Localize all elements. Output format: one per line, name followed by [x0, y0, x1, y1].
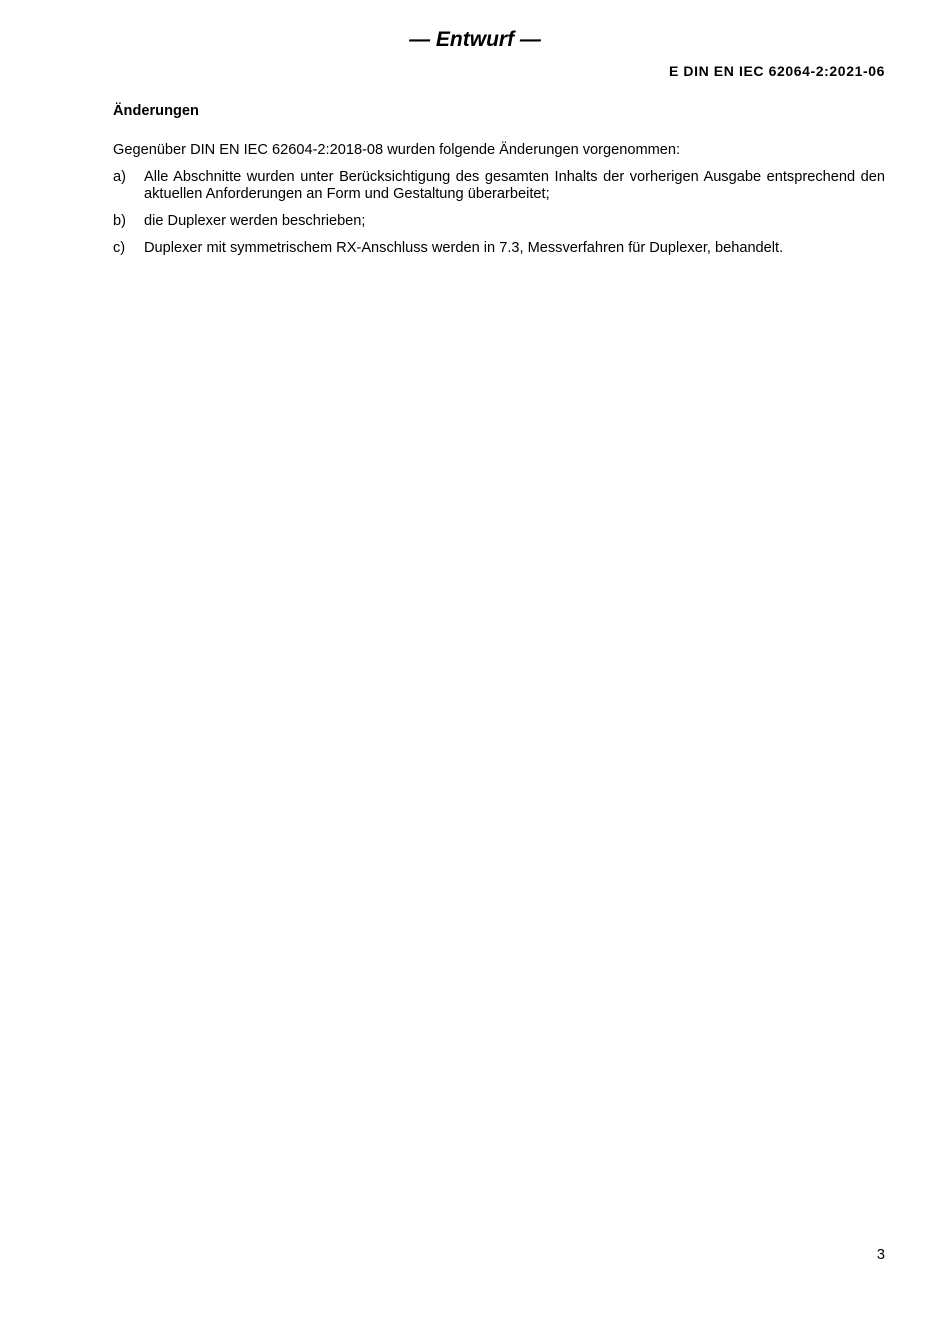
- changes-section: [113, 103, 885, 267]
- intro-paragraph: Gegenüber DIN EN IEC 62604-2:2018-08 wurden folgende Änderungen vorgenommen:: [113, 142, 681, 158]
- list-item: [113, 213, 885, 230]
- list-item: [113, 169, 885, 203]
- document-id: E DIN EN IEC 62064-2:2021-06: [668, 63, 885, 79]
- page-number: 3: [876, 1247, 885, 1263]
- list-item-text: Duplexer mit symmetrischem RX-Anschluss werden in 7.3, Messverfahren für Duplexer, behandelt.: [144, 240, 784, 256]
- list-item-text: die Duplexer werden beschrieben;: [144, 213, 366, 229]
- draft-banner: — Entwurf —: [409, 28, 541, 51]
- list-item-text: Alle Abschnitte wurden unter Berücksichtigung des gesamten Inhalts der vorherigen Ausgabe entsprechend den aktuellen Anforderungen an Form und Gestaltung überarbeitet;: [144, 169, 885, 202]
- change-list: [113, 169, 885, 257]
- list-item-marker: c): [113, 240, 126, 256]
- section-heading: Änderungen: [113, 103, 199, 119]
- list-item-marker: b): [113, 213, 126, 229]
- list-item: [113, 240, 885, 257]
- list-item-marker: a): [113, 169, 126, 185]
